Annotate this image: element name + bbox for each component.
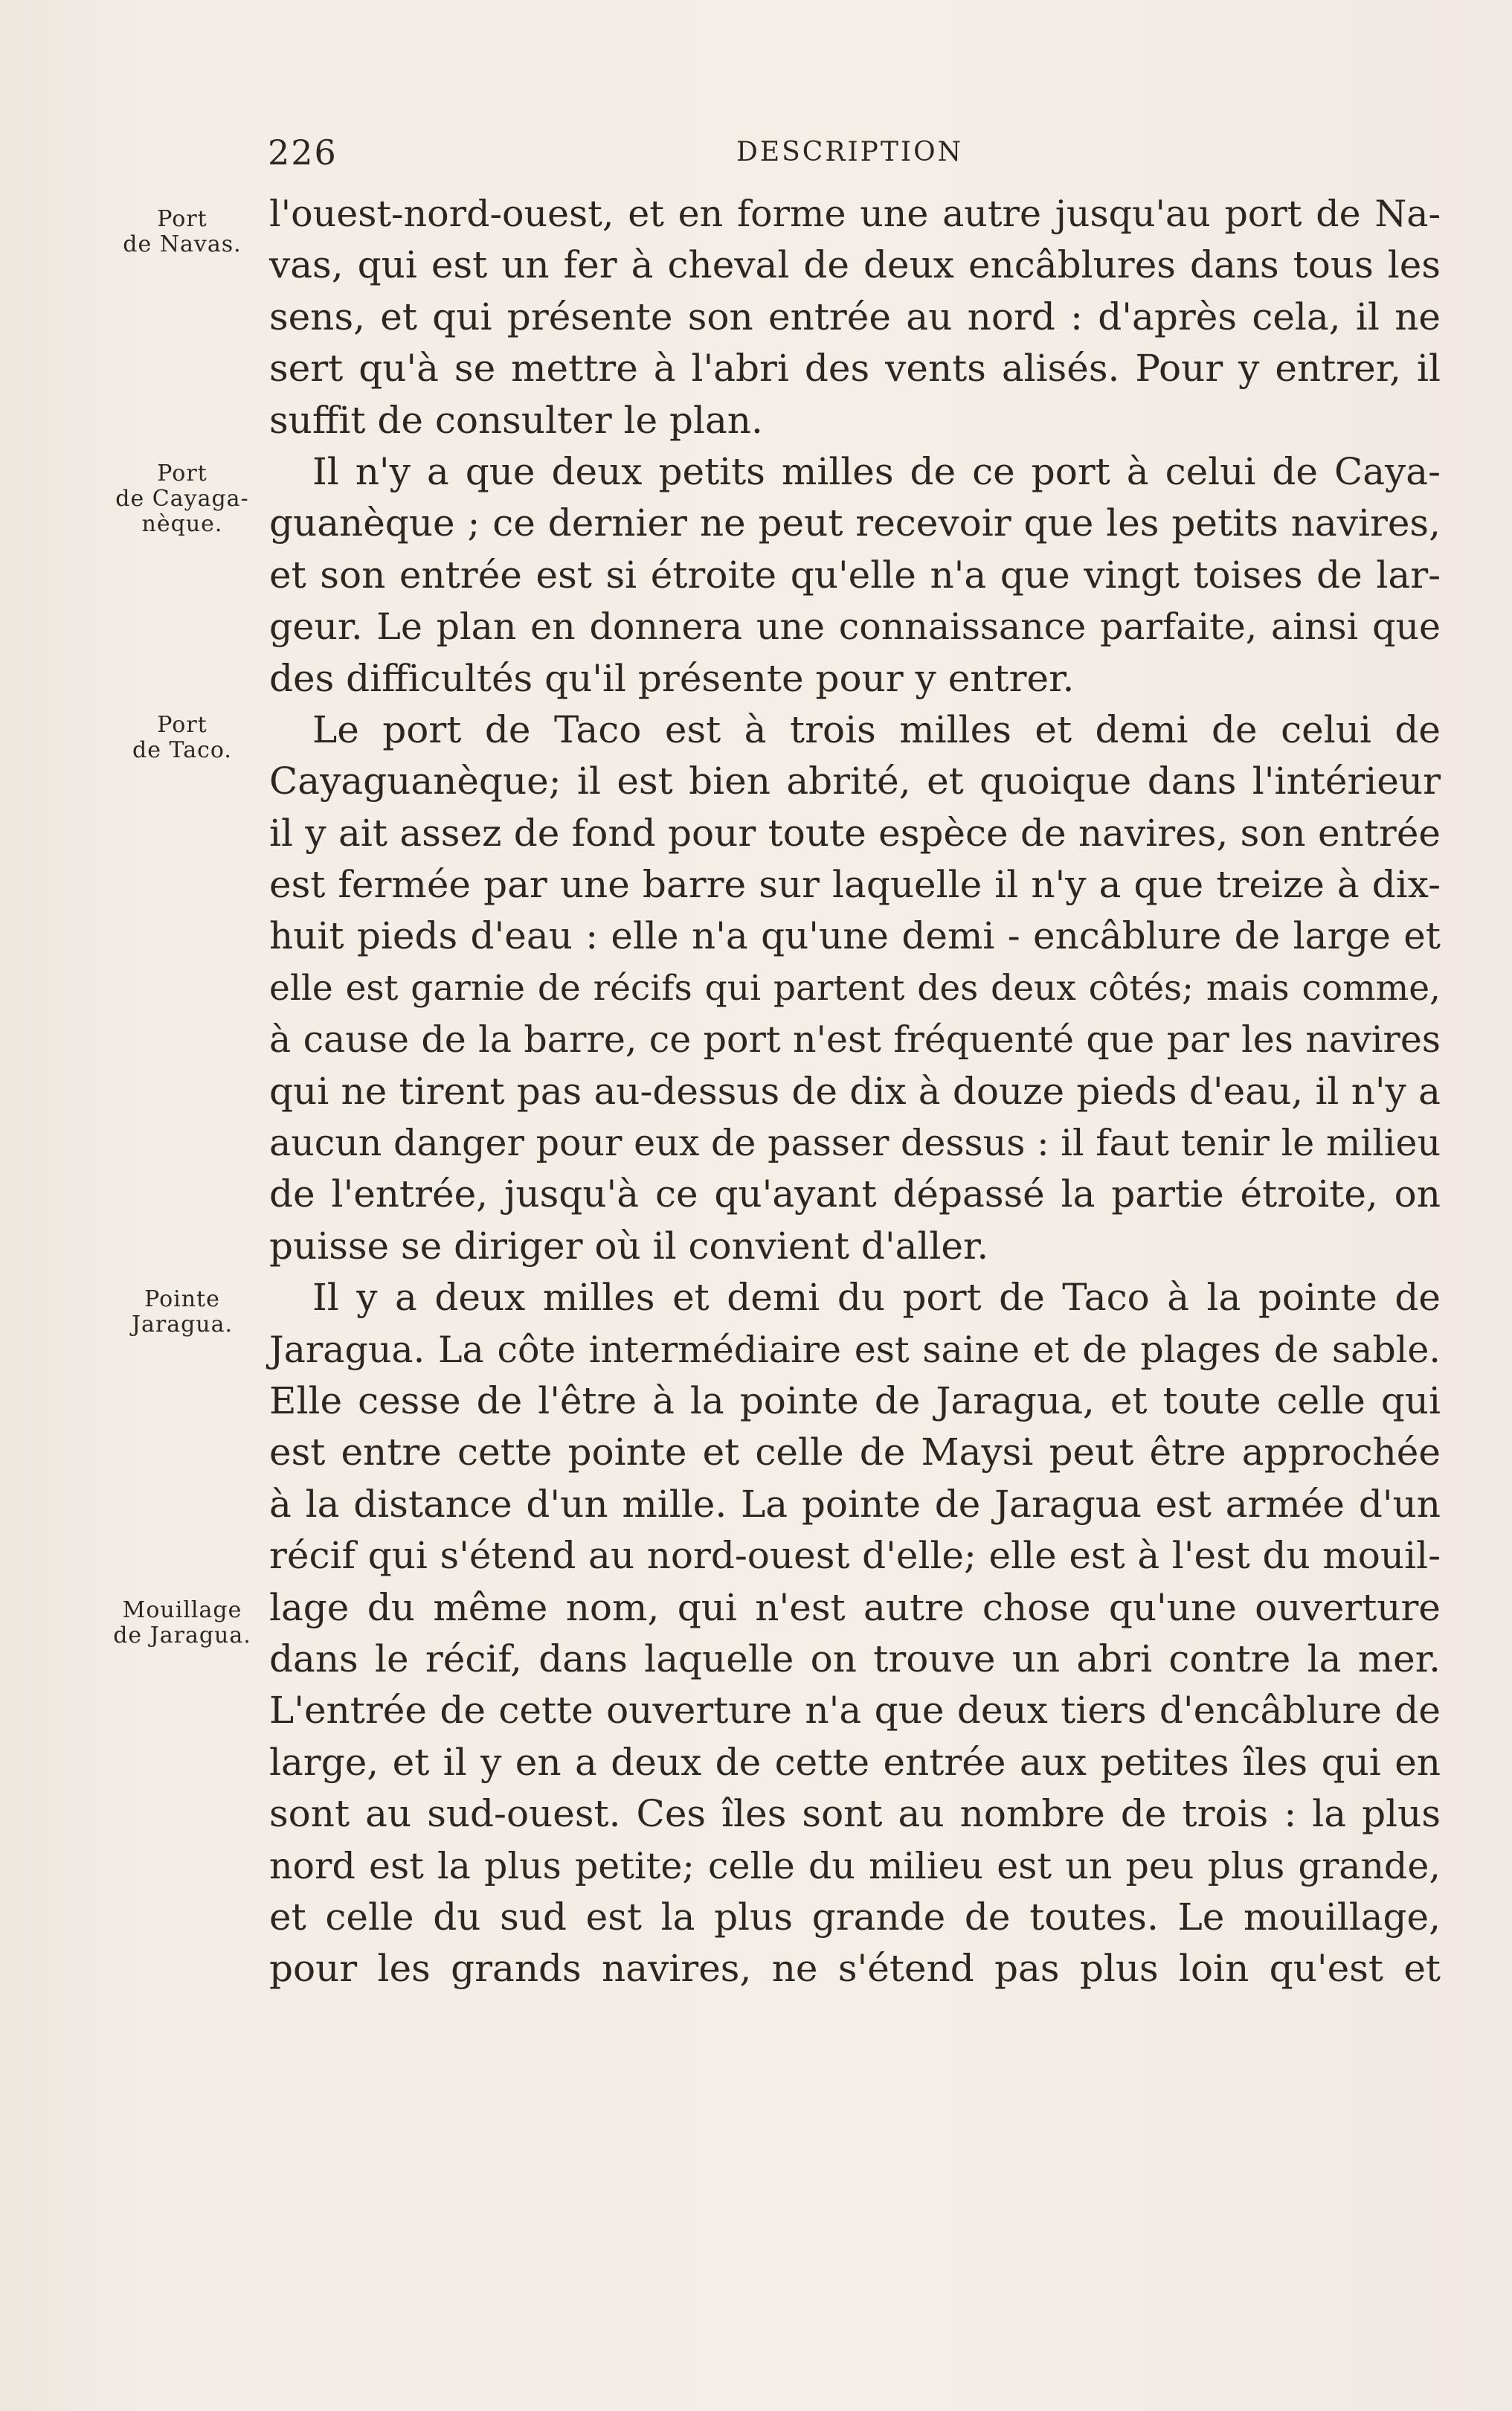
text-line: qui ne tirent pas au-dessus de dix à douze pieds d'eau, il n'y a <box>269 1069 1441 1113</box>
margin-note-line: Mouillage <box>122 1597 242 1623</box>
text-line: est fermée par une barre sur laquelle il n'y a que treize à dix- <box>269 863 1441 907</box>
running-title: DESCRIPTION <box>736 137 964 167</box>
text-line: geur. Le plan en donnera une connaissance parfaite, ainsi que <box>269 606 1441 649</box>
margin-note-port-navas <box>97 207 268 257</box>
body-text <box>269 188 1441 1995</box>
text-line: à la distance d'un mille. La pointe de Jaragua est armée d'un <box>269 1482 1441 1526</box>
text-line: sert qu'à se mettre à l'abri des vents alisés. Pour y entrer, il <box>269 347 1441 391</box>
margin-note-line: Port <box>157 712 208 738</box>
margin-note-line: Port <box>157 206 208 232</box>
text-line: Jaragua. La côte intermédiaire est saine et de plages de sable. <box>269 1328 1441 1371</box>
text-line: Le port de Taco est à trois milles et demi de celui de <box>312 707 1441 751</box>
text-line: Cayaguanèque; il est bien abrité, et quoique dans l'intérieur <box>269 760 1441 803</box>
paragraph <box>269 446 1441 704</box>
text-line: guanèque ; ce dernier ne peut recevoir que les petits navires, <box>269 501 1441 545</box>
paragraph <box>269 1272 1441 1994</box>
page-header <box>268 132 1443 177</box>
page-number: 226 <box>268 132 338 173</box>
text-line: puisse se diriger où il convient d'aller. <box>269 1224 989 1268</box>
margin-note-line: Port <box>157 460 208 487</box>
text-line: aucun danger pour eux de passer dessus : il faut tenir le milieu <box>269 1122 1441 1165</box>
text-line: L'entrée de cette ouverture n'a que deux tiers d'encâblure de <box>269 1689 1441 1733</box>
text-line: à cause de la barre, ce port n'est fréquenté que par les navires <box>269 1018 1441 1062</box>
text-line: il y ait assez de fond pour toute espèce de navires, son entrée <box>269 811 1441 855</box>
text-line: pour les grands navires, ne s'étend pas plus loin qu'est et <box>269 1947 1441 1991</box>
margin-note-line: nèque. <box>141 511 223 537</box>
margin-note-line: de Cayaga- <box>115 486 249 512</box>
margin-note-line: Pointe <box>144 1286 220 1312</box>
text-line: des difficultés qu'il présente pour y entrer. <box>269 656 1075 700</box>
text-line: Elle cesse de l'être à la pointe de Jaragua, et toute celle qui <box>269 1378 1441 1422</box>
margin-note-mouillage-jaragua <box>97 1598 268 1648</box>
margin-note-port-cayaganeque <box>97 461 268 537</box>
text-line: sont au sud-ouest. Ces îles sont au nombre de trois : la plus <box>269 1792 1441 1836</box>
text-line: et son entrée est si étroite qu'elle n'a que vingt toises de lar- <box>269 553 1441 597</box>
margin-note-line: Jaragua. <box>131 1312 234 1338</box>
text-line: l'ouest-nord-ouest, et en forme une autre jusqu'au port de Na- <box>269 193 1441 235</box>
paragraph <box>269 188 1441 446</box>
text-line: huit pieds d'eau : elle n'a qu'une demi - encâblure de large et <box>269 914 1441 958</box>
text-line: large, et il y en a deux de cette entrée aux petites îles qui en <box>269 1740 1441 1784</box>
text-line: est entre cette pointe et celle de Maysi peut être approchée <box>269 1431 1441 1474</box>
text-line: et celle du sud est la plus grande de toutes. Le mouillage, <box>269 1895 1441 1939</box>
margin-note-line: de Jaragua. <box>113 1622 251 1648</box>
text-line: Il y a deux milles et demi du port de Taco à la pointe de <box>312 1276 1441 1320</box>
text-line: suffit de consulter le plan. <box>269 398 763 442</box>
margin-note-pointe-jaragua <box>97 1287 268 1338</box>
text-line: lage du même nom, qui n'est autre chose qu'une ouverture <box>269 1585 1441 1629</box>
paragraph <box>269 704 1441 1272</box>
text-line: sens, et qui présente son entrée au nord : d'après cela, il ne <box>269 295 1441 338</box>
text-line: nord est la plus petite; celle du milieu est un peu plus grande, <box>269 1844 1441 1887</box>
text-line: de l'entrée, jusqu'à ce qu'ayant dépassé la partie étroite, on <box>269 1172 1441 1216</box>
text-line: dans le récif, dans laquelle on trouve un abri contre la mer. <box>269 1637 1441 1680</box>
margin-note-line: de Navas. <box>123 231 242 257</box>
text-line: elle est garnie de récifs qui partent des deux côtés; mais comme, <box>269 967 1441 1009</box>
text-line: Il n'y a que deux petits milles de ce port à celui de Caya- <box>312 449 1441 493</box>
text-line: vas, qui est un fer à cheval de deux encâblures dans tous les <box>269 243 1441 287</box>
margin-note-port-taco <box>97 713 268 763</box>
margin-note-line: de Taco. <box>132 737 232 763</box>
text-line: récif qui s'étend au nord-ouest d'elle; elle est à l'est du mouil- <box>269 1534 1441 1578</box>
